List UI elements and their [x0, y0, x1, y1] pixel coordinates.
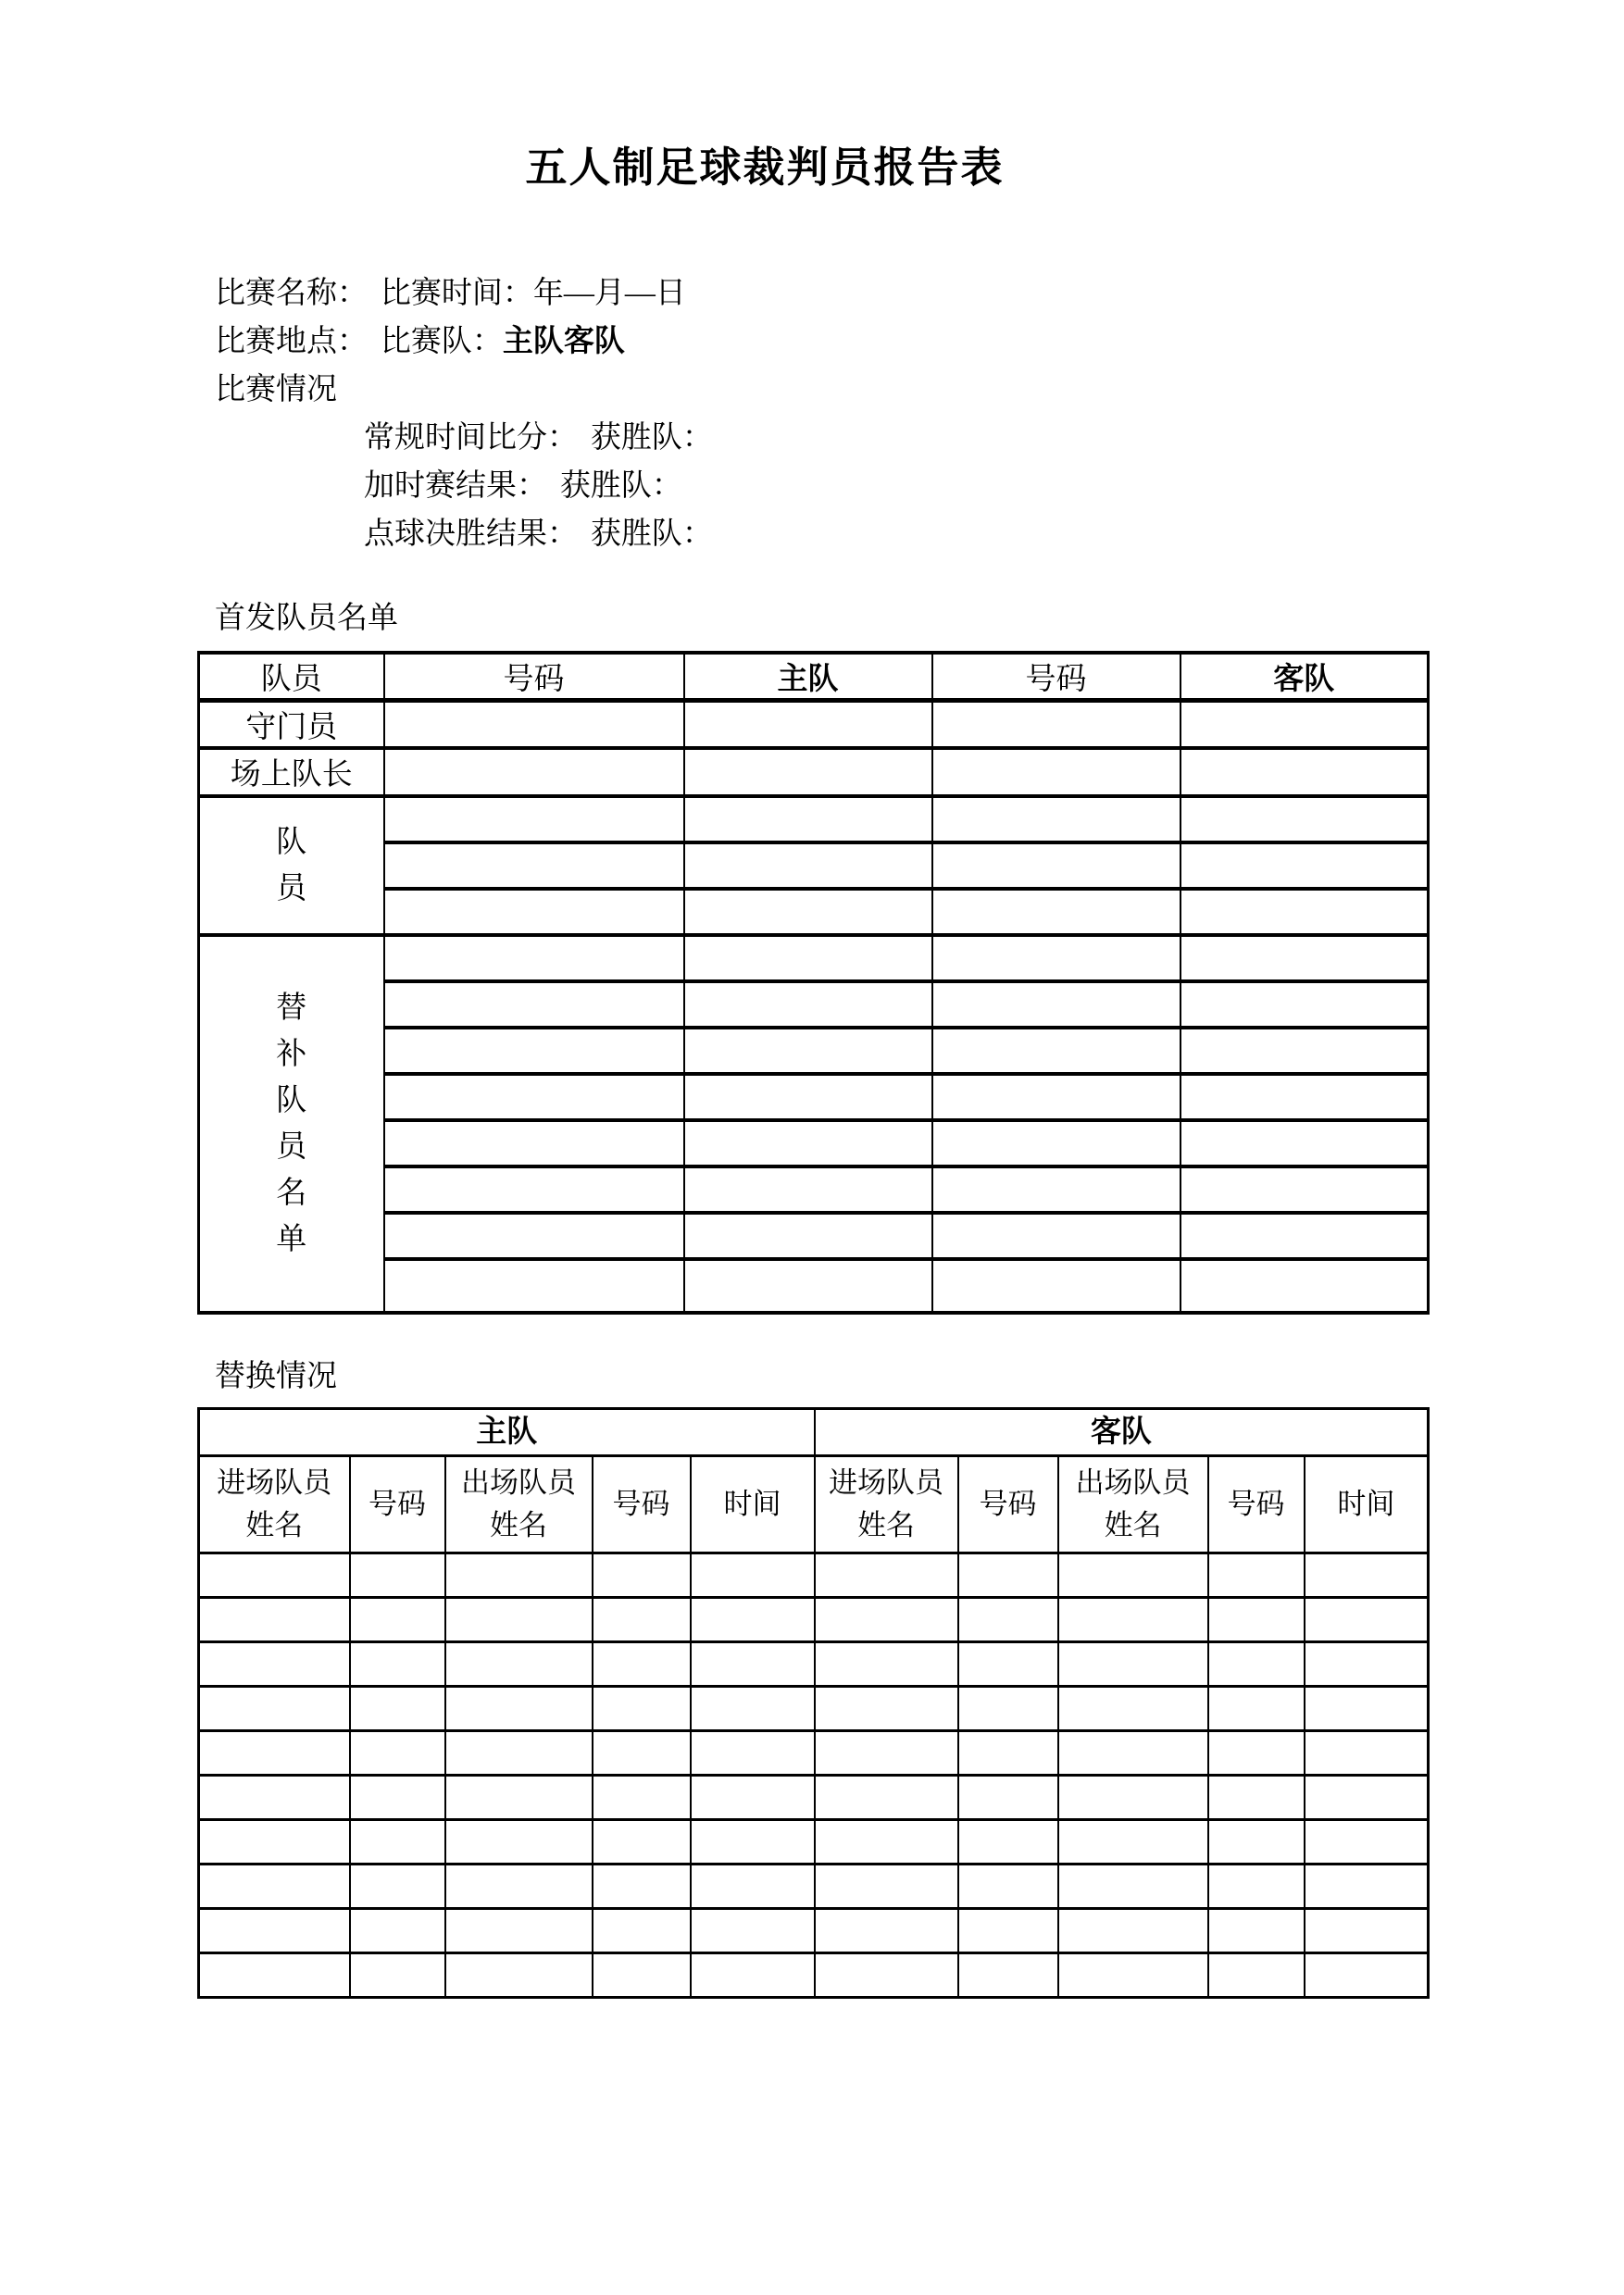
empty-cell	[350, 1641, 445, 1686]
empty-cell	[445, 1730, 593, 1775]
empty-cell	[199, 1553, 350, 1597]
empty-cell	[445, 1641, 593, 1686]
regular-winner-label: 获胜队：	[590, 420, 713, 455]
home-team-header: 主队	[199, 1408, 815, 1455]
subs-group-row	[199, 935, 1429, 981]
empty-cell	[684, 1074, 932, 1120]
empty-cell	[1305, 1641, 1429, 1686]
subs-group-row	[199, 1166, 1429, 1213]
empty-cell	[593, 1686, 691, 1730]
empty-cell	[199, 1730, 350, 1775]
empty-cell	[684, 1120, 932, 1166]
empty-cell	[815, 1553, 958, 1597]
empty-cell	[684, 935, 932, 981]
col-header-home-team: 主队	[684, 653, 932, 701]
empty-cell	[593, 1775, 691, 1819]
match-date-placeholder: 年—月—日	[532, 276, 686, 310]
empty-cell	[1058, 1686, 1208, 1730]
empty-cell	[350, 1597, 445, 1641]
empty-cell	[691, 1597, 815, 1641]
overtime-winner-label: 获胜队：	[559, 468, 682, 503]
empty-cell	[815, 1819, 958, 1864]
away-number-out-header: 号码	[1208, 1455, 1305, 1553]
empty-cell	[958, 1819, 1058, 1864]
empty-cell	[350, 1775, 445, 1819]
empty-cell	[691, 1819, 815, 1864]
empty-cell	[1208, 1775, 1305, 1819]
empty-cell	[691, 1952, 815, 1997]
empty-cell	[1208, 1686, 1305, 1730]
empty-cell	[932, 1120, 1181, 1166]
home-player-in-header: 进场队员姓名	[199, 1455, 350, 1553]
empty-cell	[199, 1819, 350, 1864]
substitution-data-row	[199, 1908, 1429, 1952]
empty-cell	[1305, 1819, 1429, 1864]
empty-cell	[199, 1641, 350, 1686]
empty-cell	[1305, 1553, 1429, 1597]
substitution-data-row	[199, 1864, 1429, 1908]
home-number-out-header: 号码	[593, 1455, 691, 1553]
subs-group-row	[199, 1120, 1429, 1166]
empty-cell	[1181, 981, 1429, 1028]
empty-cell	[384, 1074, 684, 1120]
empty-cell	[1208, 1641, 1305, 1686]
empty-cell	[1181, 1259, 1429, 1313]
empty-cell	[815, 1597, 958, 1641]
empty-cell	[932, 889, 1181, 935]
subs-group-row	[199, 1259, 1429, 1313]
penalty-winner-label: 获胜队：	[590, 517, 713, 551]
empty-cell	[1058, 1553, 1208, 1597]
empty-cell	[815, 1775, 958, 1819]
empty-cell	[350, 1864, 445, 1908]
empty-cell	[932, 748, 1181, 796]
empty-cell	[199, 1597, 350, 1641]
empty-cell	[384, 842, 684, 889]
captain-row	[199, 748, 1429, 796]
col-header-number-away: 号码	[932, 653, 1181, 701]
empty-cell	[593, 1730, 691, 1775]
empty-cell	[691, 1641, 815, 1686]
empty-cell	[932, 842, 1181, 889]
match-venue-label: 比赛地点：	[215, 324, 368, 358]
penalty-result-label: 点球决胜结果：	[364, 517, 578, 551]
col-header-away-team: 客队	[1181, 653, 1429, 701]
empty-cell	[932, 796, 1181, 842]
substitution-heading: 替换情况	[215, 1359, 337, 1393]
substitution-data-row	[199, 1819, 1429, 1864]
empty-cell	[593, 1908, 691, 1952]
empty-cell	[384, 1120, 684, 1166]
empty-cell	[199, 1864, 350, 1908]
captain-label: 场上队长	[199, 748, 384, 796]
empty-cell	[1208, 1597, 1305, 1641]
substitution-data-row	[199, 1597, 1429, 1641]
players-group-label: 队员	[276, 825, 307, 905]
empty-cell	[958, 1908, 1058, 1952]
empty-cell	[1305, 1908, 1429, 1952]
empty-cell	[199, 1908, 350, 1952]
empty-cell	[958, 1686, 1058, 1730]
match-name-time-line	[215, 269, 1315, 318]
starting-players-table	[197, 651, 1430, 1315]
subs-group-row	[199, 1213, 1429, 1259]
empty-cell	[1181, 1120, 1429, 1166]
empty-cell	[932, 1259, 1181, 1313]
empty-cell	[932, 1166, 1181, 1213]
empty-cell	[684, 889, 932, 935]
players-group-row	[199, 889, 1429, 935]
empty-cell	[815, 1686, 958, 1730]
substitution-data-row	[199, 1641, 1429, 1686]
empty-cell	[684, 981, 932, 1028]
empty-cell	[815, 1952, 958, 1997]
empty-cell	[691, 1908, 815, 1952]
empty-cell	[815, 1641, 958, 1686]
empty-cell	[691, 1864, 815, 1908]
subs-group-label-cell	[199, 935, 384, 1313]
empty-cell	[958, 1864, 1058, 1908]
away-player-out-header: 出场队员姓名	[1058, 1455, 1208, 1553]
empty-cell	[593, 1819, 691, 1864]
empty-cell	[1058, 1641, 1208, 1686]
empty-cell	[958, 1775, 1058, 1819]
empty-cell	[1181, 889, 1429, 935]
page-title: 五人制足球裁判员报告表	[525, 144, 1005, 191]
subs-group-row	[199, 981, 1429, 1028]
empty-cell	[958, 1553, 1058, 1597]
empty-cell	[932, 935, 1181, 981]
away-number-in-header: 号码	[958, 1455, 1058, 1553]
empty-cell	[684, 1213, 932, 1259]
substitution-data-row	[199, 1775, 1429, 1819]
empty-cell	[1181, 1074, 1429, 1120]
goalkeeper-label: 守门员	[199, 700, 384, 748]
col-header-number-home: 号码	[384, 653, 684, 701]
empty-cell	[684, 842, 932, 889]
players-group-row	[199, 842, 1429, 889]
empty-cell	[1181, 842, 1429, 889]
empty-cell	[593, 1641, 691, 1686]
regular-time-score-line	[215, 414, 1315, 462]
empty-cell	[1058, 1597, 1208, 1641]
match-info-block	[215, 269, 1315, 558]
overtime-result-line	[215, 462, 1315, 510]
empty-cell	[445, 1952, 593, 1997]
empty-cell	[932, 1028, 1181, 1074]
empty-cell	[445, 1553, 593, 1597]
empty-cell	[1058, 1952, 1208, 1997]
overtime-result-label: 加时赛结果：	[364, 468, 547, 503]
empty-cell	[445, 1819, 593, 1864]
empty-cell	[815, 1908, 958, 1952]
empty-cell	[958, 1597, 1058, 1641]
match-name-label: 比赛名称：	[215, 276, 368, 310]
empty-cell	[1181, 748, 1429, 796]
empty-cell	[684, 700, 932, 748]
empty-cell	[815, 1864, 958, 1908]
empty-cell	[384, 1213, 684, 1259]
empty-cell	[1181, 796, 1429, 842]
substitution-data-row	[199, 1553, 1429, 1597]
empty-cell	[1208, 1908, 1305, 1952]
empty-cell	[1305, 1597, 1429, 1641]
empty-cell	[1305, 1952, 1429, 1997]
substitution-data-row	[199, 1730, 1429, 1775]
empty-cell	[384, 935, 684, 981]
empty-cell	[199, 1686, 350, 1730]
empty-cell	[1305, 1686, 1429, 1730]
subs-group-label: 替补队员名单	[276, 991, 307, 1256]
columns-header-row	[199, 1455, 1429, 1553]
empty-cell	[384, 1166, 684, 1213]
empty-cell	[684, 1166, 932, 1213]
home-player-out-header: 出场队员姓名	[445, 1455, 593, 1553]
substitution-data-row	[199, 1952, 1429, 1997]
match-venue-teams-line	[215, 318, 1315, 366]
empty-cell	[691, 1730, 815, 1775]
match-teams-label: 比赛队：	[380, 324, 503, 358]
empty-cell	[932, 1213, 1181, 1259]
empty-cell	[445, 1597, 593, 1641]
empty-cell	[1058, 1730, 1208, 1775]
substitution-table	[197, 1407, 1430, 1999]
empty-cell	[684, 1259, 932, 1313]
empty-cell	[1181, 1213, 1429, 1259]
empty-cell	[684, 1028, 932, 1074]
match-time-label: 比赛时间：	[380, 276, 533, 310]
empty-cell	[445, 1864, 593, 1908]
empty-cell	[384, 889, 684, 935]
empty-cell	[1181, 1028, 1429, 1074]
empty-cell	[932, 981, 1181, 1028]
empty-cell	[1181, 935, 1429, 981]
empty-cell	[684, 748, 932, 796]
table-header-row	[199, 653, 1429, 701]
empty-cell	[1181, 1166, 1429, 1213]
starting-list-heading: 首发队员名单	[215, 601, 398, 635]
home-away-bold-text: 主队客队	[502, 324, 625, 358]
empty-cell	[350, 1730, 445, 1775]
empty-cell	[384, 796, 684, 842]
team-header-row	[199, 1408, 1429, 1455]
empty-cell	[199, 1952, 350, 1997]
empty-cell	[1058, 1819, 1208, 1864]
empty-cell	[691, 1686, 815, 1730]
empty-cell	[1305, 1730, 1429, 1775]
empty-cell	[958, 1730, 1058, 1775]
empty-cell	[384, 700, 684, 748]
empty-cell	[350, 1908, 445, 1952]
empty-cell	[593, 1864, 691, 1908]
empty-cell	[691, 1775, 815, 1819]
empty-cell	[932, 700, 1181, 748]
empty-cell	[691, 1553, 815, 1597]
players-group-label-cell	[199, 796, 384, 935]
subs-group-row	[199, 1074, 1429, 1120]
substitution-data-row	[199, 1686, 1429, 1730]
away-player-in-header: 进场队员姓名	[815, 1455, 958, 1553]
empty-cell	[1305, 1864, 1429, 1908]
empty-cell	[958, 1952, 1058, 1997]
col-header-player: 队员	[199, 653, 384, 701]
players-group-row	[199, 796, 1429, 842]
goalkeeper-row	[199, 700, 1429, 748]
empty-cell	[350, 1952, 445, 1997]
match-situation-label: 比赛情况	[215, 372, 337, 406]
empty-cell	[1058, 1775, 1208, 1819]
empty-cell	[1208, 1819, 1305, 1864]
regular-time-score-label: 常规时间比分：	[364, 420, 578, 455]
empty-cell	[1058, 1908, 1208, 1952]
empty-cell	[1305, 1775, 1429, 1819]
penalty-result-line	[215, 510, 1315, 558]
empty-cell	[384, 981, 684, 1028]
empty-cell	[1208, 1730, 1305, 1775]
empty-cell	[593, 1553, 691, 1597]
empty-cell	[932, 1074, 1181, 1120]
empty-cell	[1181, 700, 1429, 748]
empty-cell	[384, 748, 684, 796]
empty-cell	[1208, 1864, 1305, 1908]
empty-cell	[1208, 1952, 1305, 1997]
home-number-in-header: 号码	[350, 1455, 445, 1553]
home-time-header: 时间	[691, 1455, 815, 1553]
subs-group-row	[199, 1028, 1429, 1074]
empty-cell	[199, 1775, 350, 1819]
away-time-header: 时间	[1305, 1455, 1429, 1553]
empty-cell	[958, 1641, 1058, 1686]
empty-cell	[684, 796, 932, 842]
empty-cell	[593, 1952, 691, 1997]
empty-cell	[1208, 1553, 1305, 1597]
empty-cell	[445, 1908, 593, 1952]
away-team-header: 客队	[815, 1408, 1429, 1455]
empty-cell	[445, 1686, 593, 1730]
empty-cell	[350, 1553, 445, 1597]
empty-cell	[350, 1819, 445, 1864]
empty-cell	[384, 1028, 684, 1074]
empty-cell	[350, 1686, 445, 1730]
empty-cell	[445, 1775, 593, 1819]
empty-cell	[593, 1597, 691, 1641]
empty-cell	[1058, 1864, 1208, 1908]
empty-cell	[384, 1259, 684, 1313]
empty-cell	[815, 1730, 958, 1775]
